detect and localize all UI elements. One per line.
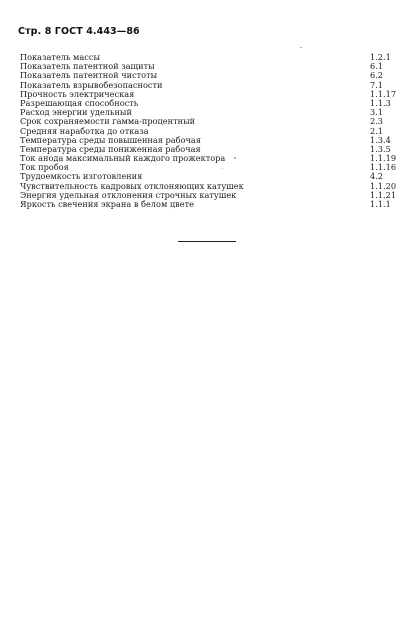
index-ref: 1.2.1: [370, 52, 391, 62]
index-ref: 1.1.21: [370, 189, 397, 200]
index-ref: 1.3.5: [370, 143, 391, 154]
index-ref: 1.3.4: [370, 134, 391, 145]
index-ref: 2.1: [370, 125, 384, 136]
index-ref: 1.1.19: [370, 153, 397, 164]
index-ref: 4.2: [370, 171, 384, 182]
scan-speck: [234, 157, 236, 159]
index-ref: 1.1.1: [370, 199, 391, 209]
index-term: Ток пробоя: [20, 162, 69, 173]
index-ref: 1.1.3: [370, 97, 391, 108]
index-row: [20, 200, 390, 209]
index-row: [20, 153, 397, 164]
index-term: Показатель патентной чистоты: [20, 70, 158, 81]
index-ref: 6.1: [370, 61, 384, 72]
index-ref: 1.1.20: [370, 180, 397, 191]
index-term: Ток анода максимальный каждого прожектора: [20, 153, 226, 164]
end-rule: [178, 241, 236, 242]
scan-speck: [222, 168, 223, 169]
index-ref: 1.1.16: [370, 162, 397, 173]
index-term: Температура среды пониженная рабочая: [20, 143, 201, 154]
index-term: Чувствительность кадровых отклоняющих катушек: [20, 180, 244, 191]
index-term: Яркость свечения экрана в белом цвете: [20, 199, 195, 209]
index-term: Энергия удельная отклонения строчных катушек: [20, 189, 237, 200]
index-ref: 3.1: [370, 107, 384, 118]
index-ref: 2.3: [370, 116, 384, 127]
index-ref: 1.1.17: [370, 88, 397, 99]
index-term: Разрешающая способность: [20, 97, 139, 108]
page-header: Стр. 8 ГОСТ 4.443—86: [18, 26, 140, 37]
index-term: Показатель массы: [20, 52, 100, 62]
index-term: Прочность электрическая: [20, 88, 135, 99]
index-term: Средняя наработка до отказа: [20, 125, 149, 136]
index-term: Температура среды повышенная рабочая: [20, 134, 201, 145]
index-term: Показатель патентной защиты: [20, 61, 155, 72]
index-ref: 7.1: [370, 79, 384, 90]
index-term: Трудоемкость изготовления: [20, 171, 143, 182]
index-term: Срок сохраняемости гамма-процентный: [20, 116, 196, 127]
index-ref: 6.2: [370, 70, 384, 81]
scan-speck: [300, 47, 302, 48]
term-index: [20, 52, 397, 209]
index-term: Расход энергии удельный: [20, 107, 132, 118]
index-term: Показатель взрывобезопасности: [20, 79, 163, 90]
